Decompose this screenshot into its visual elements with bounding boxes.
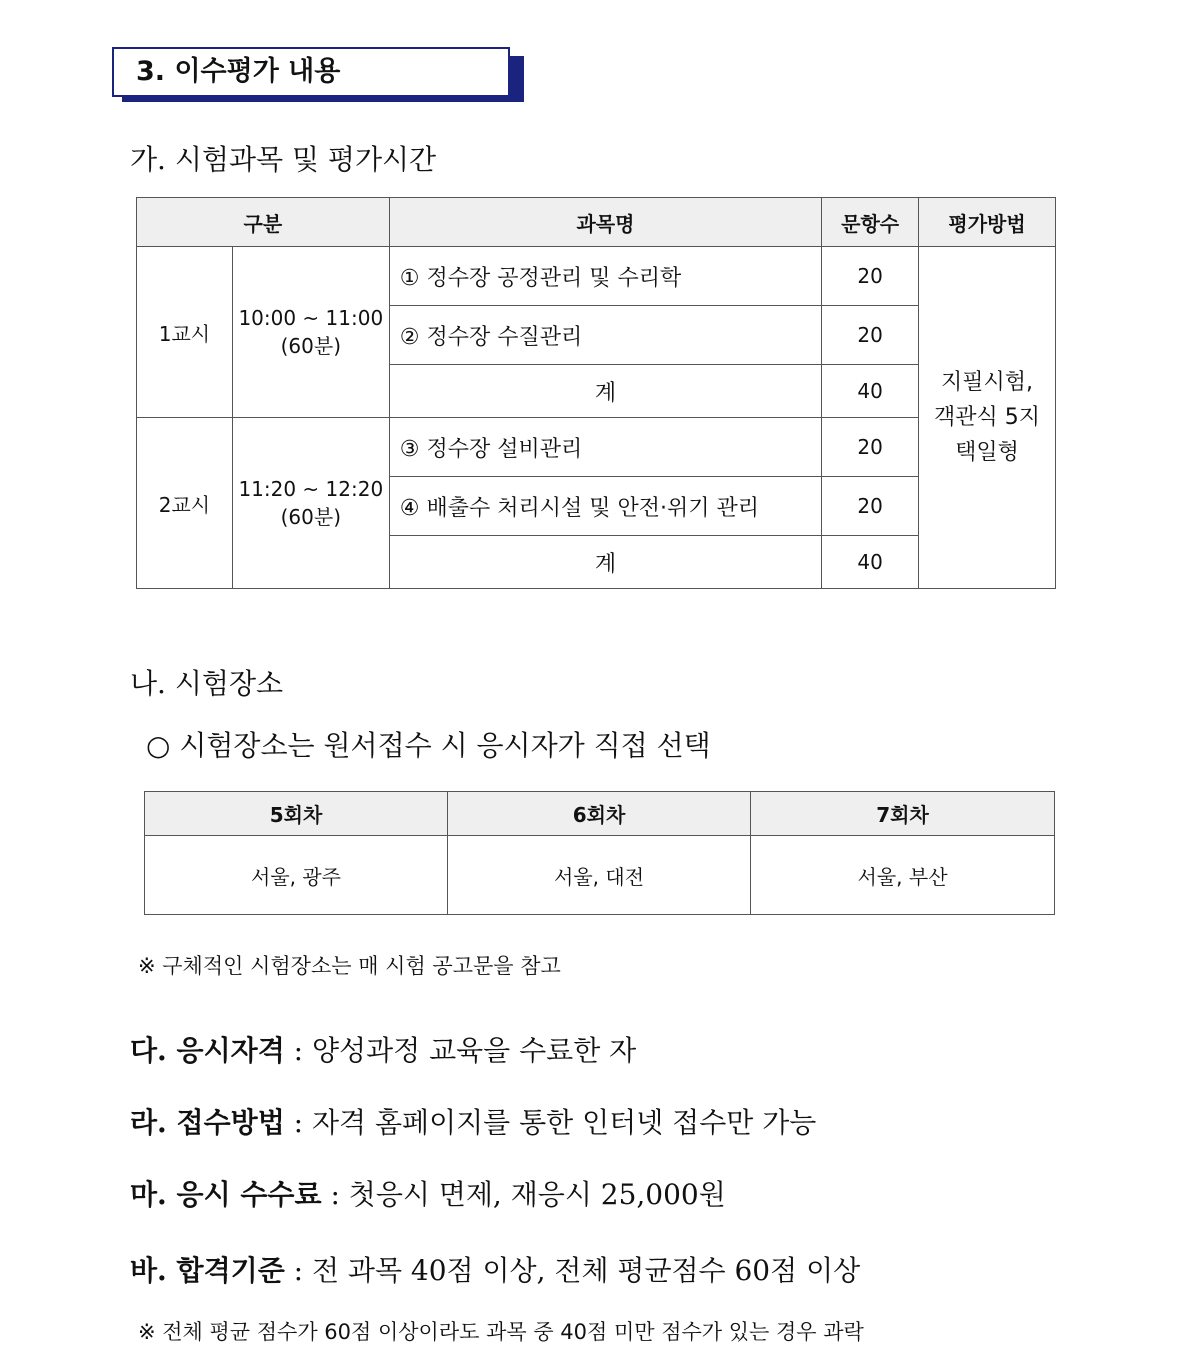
venue-cell: 서울, 광주: [145, 836, 448, 915]
application-method-label: 라. 접수방법: [130, 1106, 285, 1139]
session-duration: (60분): [280, 333, 341, 358]
session-name: 2교시: [137, 418, 233, 589]
subject-name: ③ 정수장 설비관리: [389, 418, 821, 477]
table-header-row: [137, 198, 1056, 247]
session-duration: (60분): [280, 504, 341, 529]
subject-count: 20: [822, 418, 919, 477]
venue-header: 7회차: [751, 792, 1055, 836]
header-subject: 과목명: [389, 198, 821, 247]
subject-count: 20: [822, 306, 919, 365]
subject-name: ④ 배출수 처리시설 및 안전·위기 관리: [389, 477, 821, 536]
fee-label: 마. 응시 수수료: [130, 1178, 322, 1211]
pass-criteria-note: ※ 전체 평균 점수가 60점 이상이라도 과목 중 40점 미만 점수가 있는 경우 과락: [138, 1320, 864, 1344]
subject-count: 20: [822, 477, 919, 536]
eligibility-text: 양성과정 교육을 수료한 자: [311, 1034, 637, 1067]
pass-criteria-line: [130, 1249, 860, 1289]
exam-method-line: 객관식 5지: [934, 405, 1041, 430]
venue-table: [144, 791, 1055, 915]
session-time: [232, 247, 389, 418]
pass-criteria-label: 바. 합격기준: [130, 1254, 285, 1287]
separator: :: [284, 1106, 312, 1139]
subsection-a-title: 가. 시험과목 및 평가시간: [130, 143, 437, 176]
application-method-text: 자격 홈페이지를 통한 인터넷 접수만 가능: [311, 1106, 817, 1139]
table-header-row: [145, 792, 1055, 836]
venue-bullet: ○ 시험장소는 원서접수 시 응시자가 직접 선택: [146, 729, 711, 762]
venue-cell: 서울, 부산: [751, 836, 1055, 915]
separator: :: [284, 1254, 312, 1287]
venue-header: 5회차: [145, 792, 448, 836]
subsection-b-title: 나. 시험장소: [130, 667, 284, 700]
eligibility-label: 다. 응시자격: [130, 1034, 285, 1067]
exam-method-line: 지필시험,: [941, 370, 1034, 395]
subtotal-count: 40: [822, 365, 919, 418]
header-count: 문항수: [822, 198, 919, 247]
eligibility-line: [130, 1029, 636, 1069]
table-row: [145, 836, 1055, 915]
subject-table: [136, 197, 1056, 589]
subtotal-count: 40: [822, 536, 919, 589]
table-row: [137, 418, 1056, 477]
header-method: 평가방법: [919, 198, 1056, 247]
header-category: 구분: [137, 198, 390, 247]
session-time-range: 11:20 ~ 12:20: [238, 476, 384, 501]
session-time-range: 10:00 ~ 11:00: [238, 305, 384, 330]
fee-line: [130, 1173, 726, 1213]
subject-count: 20: [822, 247, 919, 306]
session-time: [232, 418, 389, 589]
exam-method: [919, 247, 1056, 589]
venue-header: 6회차: [448, 792, 751, 836]
separator: :: [321, 1178, 349, 1211]
session-name: 1교시: [137, 247, 233, 418]
venue-cell: 서울, 대전: [448, 836, 751, 915]
exam-method-line: 택일형: [955, 440, 1019, 465]
fee-text: 첫응시 면제, 재응시 25,000원: [348, 1178, 726, 1211]
subject-name: ① 정수장 공정관리 및 수리학: [389, 247, 821, 306]
section-title: 3. 이수평가 내용: [112, 47, 510, 97]
subject-name: ② 정수장 수질관리: [389, 306, 821, 365]
separator: :: [284, 1034, 312, 1067]
venue-note: ※ 구체적인 시험장소는 매 시험 공고문을 참고: [138, 954, 561, 978]
application-method-line: [130, 1101, 816, 1141]
pass-criteria-text: 전 과목 40점 이상, 전체 평균점수 60점 이상: [311, 1254, 861, 1287]
subtotal-label: 계: [389, 536, 821, 589]
table-row: [137, 247, 1056, 306]
subtotal-label: 계: [389, 365, 821, 418]
